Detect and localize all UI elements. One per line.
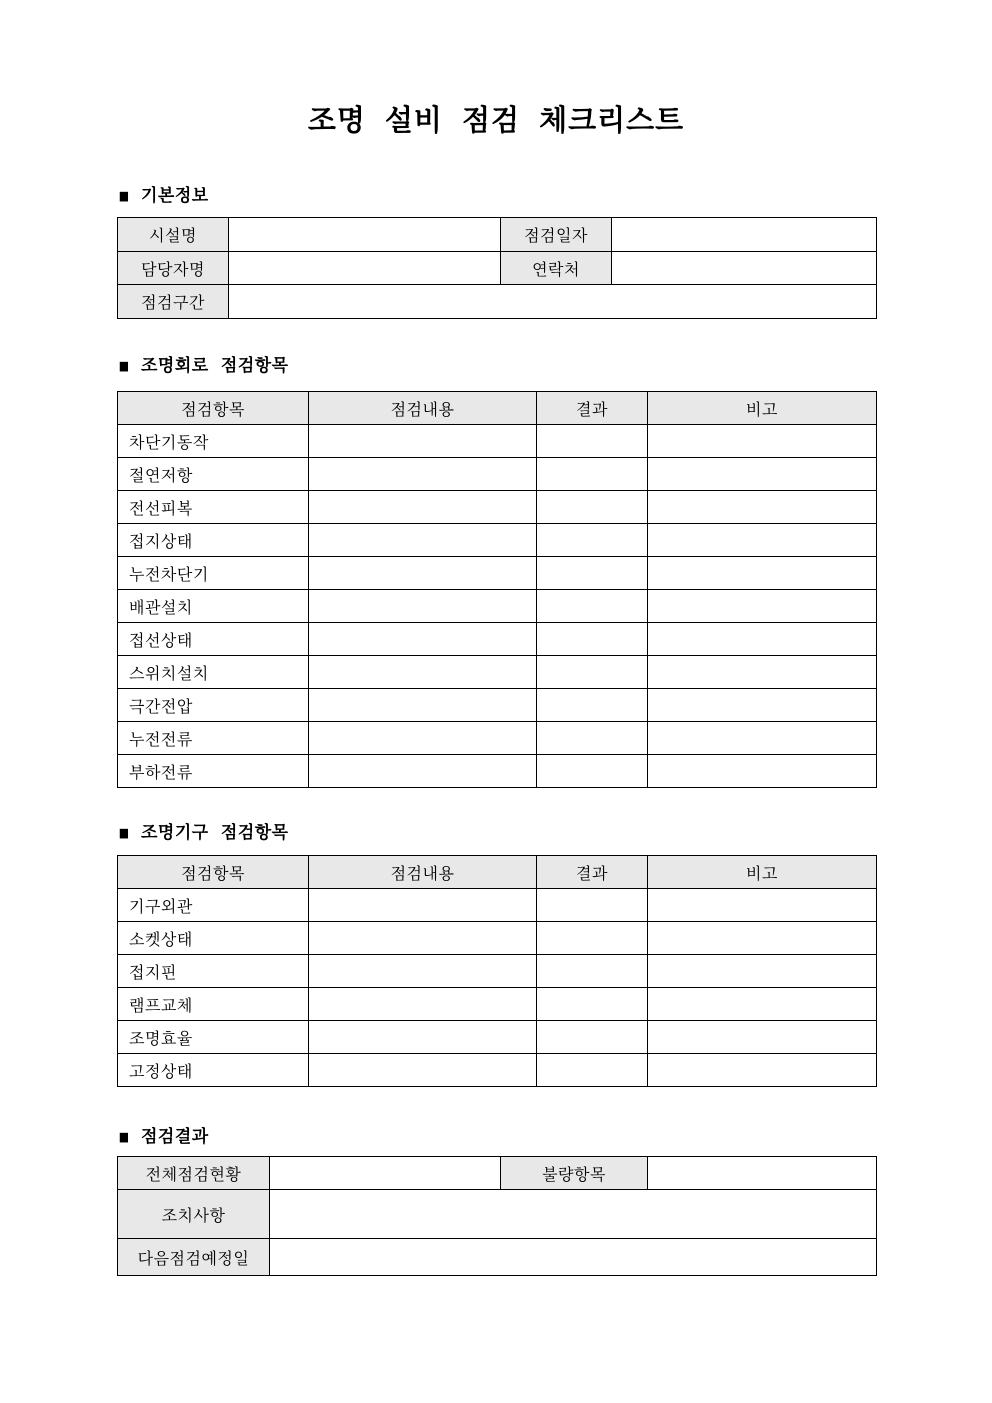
overall-status-value-cell: [270, 1157, 501, 1190]
result-cell: [537, 988, 648, 1021]
table-row: [118, 491, 877, 524]
table-row: [118, 1021, 877, 1054]
result-cell: [537, 623, 648, 656]
table-row: [118, 425, 877, 458]
content-cell: [309, 557, 537, 590]
column-header-content: 점검내용: [309, 856, 537, 889]
remarks-cell: [648, 557, 877, 590]
item-label-cell: 전선피복: [118, 491, 309, 524]
item-label-cell: 기구외관: [118, 889, 309, 922]
remarks-cell: [648, 689, 877, 722]
result-cell: [537, 689, 648, 722]
item-label-cell: 조명효율: [118, 1021, 309, 1054]
column-header-item: 점검항목: [118, 856, 309, 889]
table-row: [118, 623, 877, 656]
remarks-cell: [648, 955, 877, 988]
result-cell: [537, 1021, 648, 1054]
remarks-cell: [648, 491, 877, 524]
manager-label-cell: 담당자명: [118, 252, 229, 285]
content-cell: [309, 922, 537, 955]
section-heading-fixture: [118, 823, 289, 844]
table-header-row: [118, 392, 877, 425]
manager-value-cell: [229, 252, 501, 285]
next-inspection-date-label-cell: 다음점검예정일: [118, 1239, 270, 1276]
contact-label-cell: 연락처: [501, 252, 612, 285]
item-label-cell: 고정상태: [118, 1054, 309, 1087]
table-row: [118, 889, 877, 922]
content-cell: [309, 955, 537, 988]
contact-value-cell: [612, 252, 877, 285]
table-row: [118, 557, 877, 590]
result-cell: [537, 524, 648, 557]
result-cell: [537, 722, 648, 755]
facility-label-cell: 시설명: [118, 218, 229, 252]
table-row: [118, 590, 877, 623]
item-label-cell: 소켓상태: [118, 922, 309, 955]
column-header-remarks: 비고: [648, 392, 877, 425]
table-row: [118, 218, 877, 252]
content-cell: [309, 458, 537, 491]
result-cell: [537, 491, 648, 524]
content-cell: [309, 889, 537, 922]
fixture-inspection-table: [117, 855, 877, 1087]
table-row: [118, 955, 877, 988]
result-cell: [537, 656, 648, 689]
item-label-cell: 접지핀: [118, 955, 309, 988]
table-row: [118, 1054, 877, 1087]
column-header-result: 결과: [537, 856, 648, 889]
item-label-cell: 접선상태: [118, 623, 309, 656]
column-header-content: 점검내용: [309, 392, 537, 425]
remarks-cell: [648, 623, 877, 656]
defect-items-label-cell: 불량항목: [501, 1157, 648, 1190]
table-row: [118, 252, 877, 285]
content-cell: [309, 1021, 537, 1054]
inspection-section-label-cell: 점검구간: [118, 285, 229, 319]
inspection-date-label-cell: 점검일자: [501, 218, 612, 252]
overall-status-label-cell: 전체점검현황: [118, 1157, 270, 1190]
result-table: [117, 1156, 877, 1276]
content-cell: [309, 623, 537, 656]
item-label-cell: 접지상태: [118, 524, 309, 557]
item-label-cell: 누전차단기: [118, 557, 309, 590]
table-row: [118, 722, 877, 755]
result-cell: [537, 458, 648, 491]
column-header-remarks: 비고: [648, 856, 877, 889]
content-cell: [309, 689, 537, 722]
inspection-date-value-cell: [612, 218, 877, 252]
item-label-cell: 부하전류: [118, 755, 309, 788]
action-value-cell: [270, 1190, 877, 1239]
section-heading-label: 점검결과: [140, 1127, 209, 1146]
table-row: [118, 755, 877, 788]
inspection-section-value-cell: [229, 285, 877, 319]
item-label-cell: 극간전압: [118, 689, 309, 722]
action-label-cell: 조치사항: [118, 1190, 270, 1239]
basic-info-table: [117, 217, 877, 319]
section-heading-result: [118, 1127, 209, 1148]
column-header-result: 결과: [537, 392, 648, 425]
content-cell: [309, 524, 537, 557]
section-heading-label: 조명회로 점검항목: [140, 356, 289, 375]
circuit-inspection-table: [117, 391, 877, 788]
table-row: [118, 285, 877, 319]
section-heading-basic-info: [118, 186, 209, 207]
result-cell: [537, 955, 648, 988]
item-label-cell: 절연저항: [118, 458, 309, 491]
section-heading-label: 조명기구 점검항목: [140, 823, 289, 842]
remarks-cell: [648, 656, 877, 689]
result-cell: [537, 425, 648, 458]
content-cell: [309, 755, 537, 788]
black-square-icon: ■: [118, 1126, 130, 1149]
section-heading-label: 기본정보: [140, 186, 209, 205]
result-cell: [537, 889, 648, 922]
content-cell: [309, 722, 537, 755]
remarks-cell: [648, 524, 877, 557]
remarks-cell: [648, 889, 877, 922]
black-square-icon: ■: [118, 185, 130, 208]
item-label-cell: 차단기동작: [118, 425, 309, 458]
remarks-cell: [648, 755, 877, 788]
item-label-cell: 누전전류: [118, 722, 309, 755]
table-header-row: [118, 856, 877, 889]
remarks-cell: [648, 722, 877, 755]
table-row: [118, 1190, 877, 1239]
content-cell: [309, 988, 537, 1021]
remarks-cell: [648, 590, 877, 623]
item-label-cell: 스위치설치: [118, 656, 309, 689]
remarks-cell: [648, 988, 877, 1021]
result-cell: [537, 557, 648, 590]
column-header-item: 점검항목: [118, 392, 309, 425]
content-cell: [309, 590, 537, 623]
next-inspection-date-value-cell: [270, 1239, 877, 1276]
content-cell: [309, 1054, 537, 1087]
section-heading-circuit: [118, 356, 289, 377]
item-label-cell: 램프교체: [118, 988, 309, 1021]
remarks-cell: [648, 458, 877, 491]
black-square-icon: ■: [118, 355, 130, 378]
table-row: [118, 524, 877, 557]
result-cell: [537, 755, 648, 788]
result-cell: [537, 922, 648, 955]
page-title: 조명 설비 점검 체크리스트: [307, 105, 685, 137]
content-cell: [309, 425, 537, 458]
result-cell: [537, 590, 648, 623]
remarks-cell: [648, 922, 877, 955]
table-row: [118, 656, 877, 689]
black-square-icon: ■: [118, 822, 130, 845]
remarks-cell: [648, 1054, 877, 1087]
remarks-cell: [648, 1021, 877, 1054]
content-cell: [309, 491, 537, 524]
table-row: [118, 689, 877, 722]
table-row: [118, 988, 877, 1021]
facility-value-cell: [229, 218, 501, 252]
table-row: [118, 1157, 877, 1190]
result-cell: [537, 1054, 648, 1087]
remarks-cell: [648, 425, 877, 458]
table-row: [118, 922, 877, 955]
defect-items-value-cell: [648, 1157, 877, 1190]
table-row: [118, 458, 877, 491]
table-row: [118, 1239, 877, 1276]
content-cell: [309, 656, 537, 689]
item-label-cell: 배관설치: [118, 590, 309, 623]
